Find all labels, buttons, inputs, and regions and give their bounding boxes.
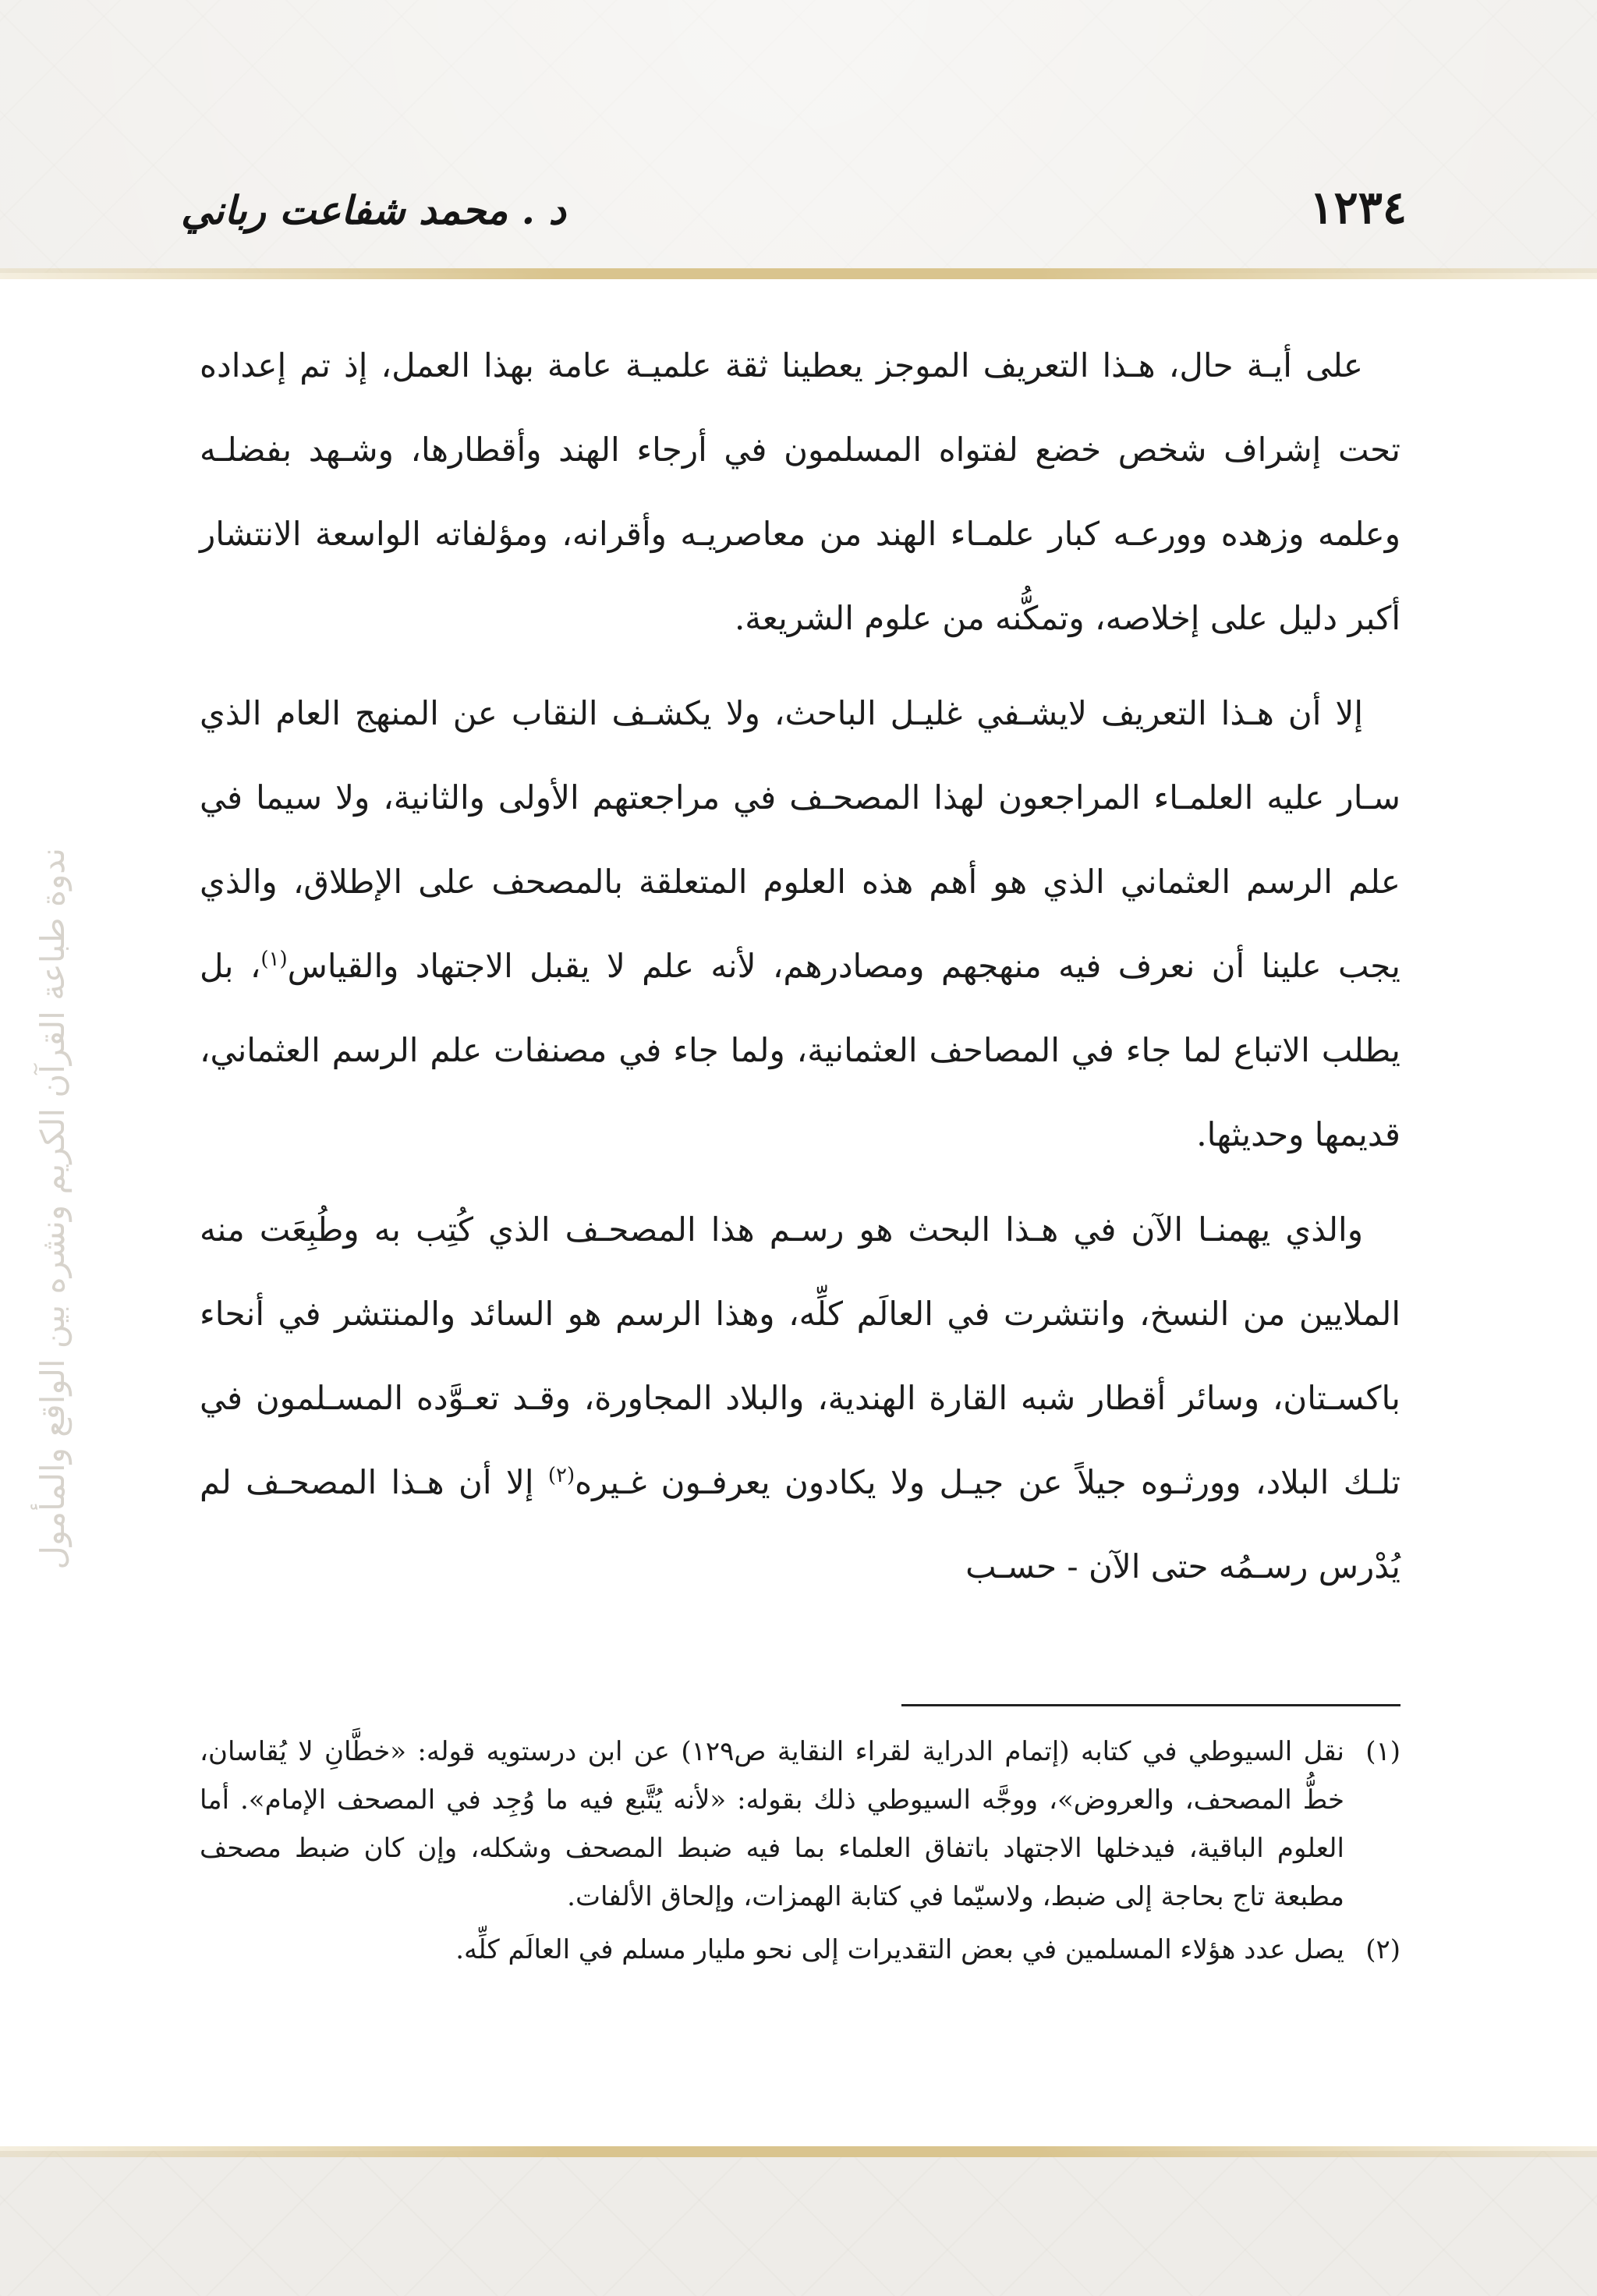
bottom-gold-divider [0,2146,1597,2157]
footnote-marker-2[interactable]: (٢) [547,1464,575,1487]
paragraph-2-text-start: إلا أن هـذا التعريف لايشـفي غليـل الباحث، ولا يكشـف النقاب عن المنهج العام الذي سـار عليه العلمـاء المراجعون لهذا المصحـف في مراجعتهم الأولى والثانية، ولا سيما في علم الرسم العثماني الذي هو أهم هذه العلوم المتعلقة بالمصحف على الإطلاق، والذي يجب علينا أن نعرف فيه منهجهم ومصادرهم، لأنه علم لا يقبل الاجتهاد والقياس [200,694,1400,985]
footnote-number: (٢) [1365,1934,1400,1965]
page-number: ١٢٣٤ [1309,181,1407,234]
paragraph-1: على أيـة حال، هـذا التعريف الموجز يعطينا ثقة علميـة عامة بهذا العمل، إذ تم إعداده تحت إشراف شخص خضع لفتواه المسلمون في أرجاء الهند وأقطارها، وشـهد بفضلـه وعلمه وزهده وورعـه كبار علمـاء الهند من معاصريـه وأقرانه، ومؤلفاته الواسعة الانتشار أكبر دليل على إخلاصه، وتمكُّنه من علوم الشريعة. [200,346,1400,637]
footnote-1 [200,1727,1400,1921]
page-header [0,181,1597,251]
footnotes [200,1727,1400,1979]
paragraph-2 [200,671,1400,1177]
footnote-separator [901,1704,1400,1706]
top-gold-divider [0,268,1597,279]
paragraph-3 [200,1188,1400,1609]
footnote-number: (١) [1365,1736,1400,1767]
footnote-marker-1[interactable]: (١) [260,948,288,971]
main-text [200,324,1400,1620]
footnote-text: يصل عدد هؤلاء المسلمين في بعض التقديرات إلى نحو مليار مسلم في العالَم كلِّه. [455,1934,1344,1965]
paragraph-3-text-start: والذي يهمنـا الآن في هـذا البحث هو رسـم هذا المصحـف الذي كُتِب به وطُبِعَت منه الملايين من النسخ، وانتشرت في العالَم كلِّه، وهذا الرسم هو السائد والمنتشر في أنحاء باكسـتان، وسائر أقطار شبه القارة الهندية، والبلاد المجاورة، وقـد تعـوَّده المسـلمون في تلـك البلاد، وورثـوه جيلاً عن جيـل ولا يكادون يعرفـون غـيره [200,1210,1400,1501]
footnote-text: نقل السيوطي في كتابه (إتمام الدراية لقراء النقاية ص١٢٩) عن ابن درستويه قوله: «خطَّانِ لا يُقاسان، خطُّ المصحف، والعروض»، ووجَّه السيوطي ذلك بقوله: «لأنه يُتَّبع فيه ما وُجِد في المصحف الإمام». أما العلوم الباقية، فيدخلها الاجتهاد باتفاق العلماء بما فيه ضبط المصحف وشكله، وإن كان ضبط مصحف مطبعة تاج بحاجة إلى ضبط، ولاسيّما في كتابة الهمزات، وإلحاق الألفات. [200,1736,1344,1912]
side-watermark-text: ندوة طباعة القرآن الكريم ونشره بين الواقع والمأمول [33,848,72,1570]
footnote-2 [200,1926,1400,1974]
side-watermark [17,827,87,1591]
paragraph-3-text-end: إلا أن هـذا المصحـف لم يُدْرس رسـمُه حتى الآن - حسـب [200,1463,1400,1586]
running-head-author: د . محمد شفاعت رباني [181,187,566,233]
paragraph-2-text-end: ، بل يطلب الاتباع لما جاء في المصاحف العثمانية، ولما جاء في مصنفات علم الرسم العثماني، قديمها وحديثها. [200,947,1400,1153]
